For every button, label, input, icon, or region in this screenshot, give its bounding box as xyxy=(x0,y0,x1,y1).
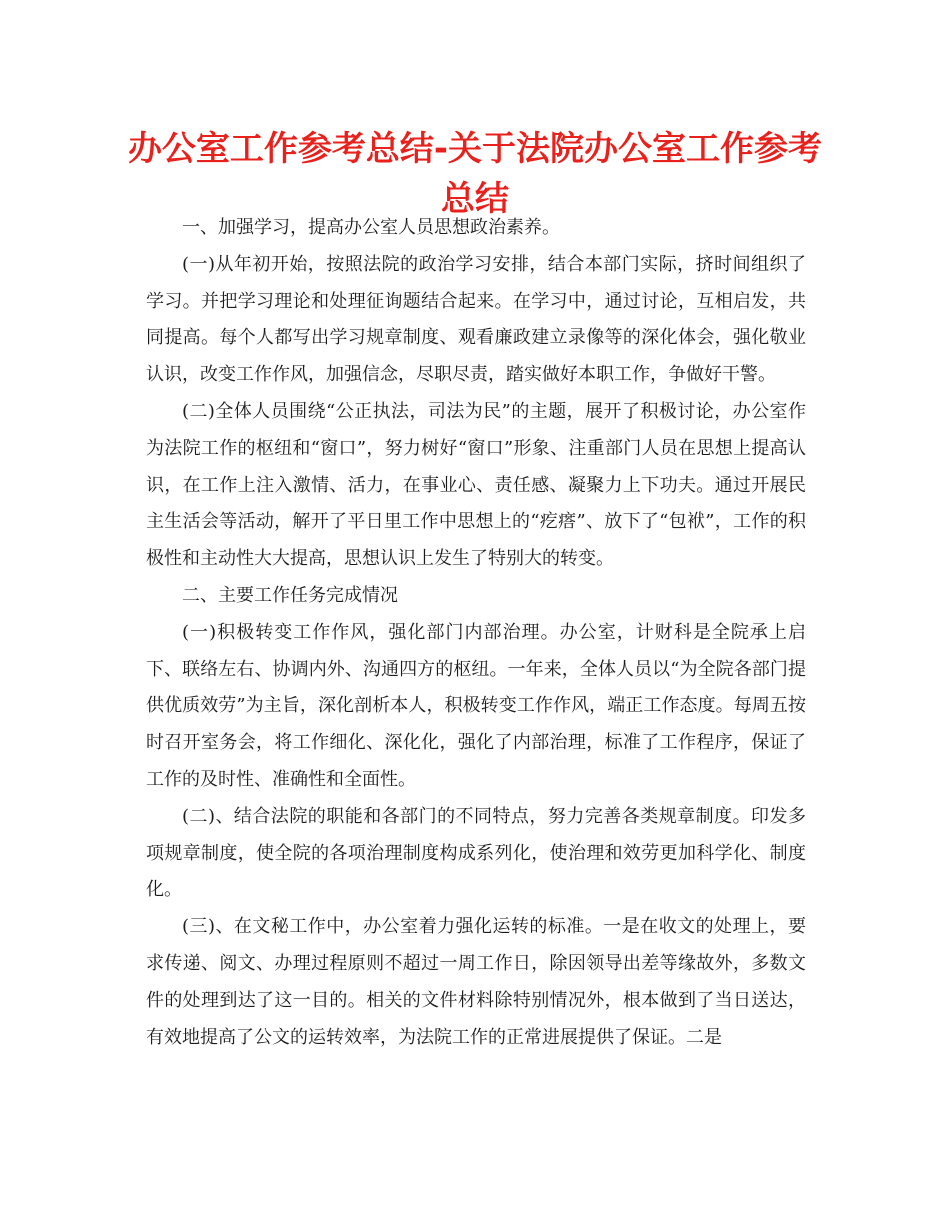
section-heading: 二、主要工作任务完成情况 xyxy=(182,584,398,606)
paragraph: (三)、在文秘工作中，办公室着力强化运转的标准。一是在收文的处理上，要求传递、阅文、办理过程原则不超过一周工作日，除因领导出差等缘故外，多数文件的处理到达了这一目的。相关的文件材料除特别情况外，根本做到了当日送达，有效地提高了公文的运转效率，为法院工作的正常进展提供了保证。二是 xyxy=(146,916,806,1048)
paragraph: (二)全体人员围绕“公正执法，司法为民”的主题，展开了积极讨论，办公室作为法院工作的枢纽和“窗口”，努力树好“窗口”形象、注重部门人员在思想上提高认识，在工作上注入激情、活力，在事业心、责任感、凝聚力上下功夫。通过开展民主生活会等活动，解开了平日里工作中思想上的“疙瘩”、放下了“包袱”，工作的积极性和主动性大大提高，思想认识上发生了特别大的转变。 xyxy=(146,400,806,570)
document-body xyxy=(146,210,806,1056)
paragraph: (二)、结合法院的职能和各部门的不同特点，努力完善各类规章制度。印发多项规章制度，使全院的各项治理制度构成系列化，使治理和效劳更加科学化、制度化。 xyxy=(146,805,806,901)
document-title: 办公室工作参考总结-关于法院办公室工作参考总结 xyxy=(127,129,823,219)
paragraph: (一)积极转变工作作风，强化部门内部治理。办公室，计财科是全院承上启下、联络左右、协调内外、沟通四方的枢纽。一年来，全体人员以“为全院各部门提供优质效劳”为主旨，深化剖析本人，积极转变工作作风，端正工作态度。每周五按时召开室务会，将工作细化、深化化，强化了内部治理，标准了工作程序，保证了工作的及时性、准确性和全面性。 xyxy=(146,621,806,790)
section-heading: 一、加强学习，提高办公室人员思想政治素养。 xyxy=(182,217,560,238)
paragraph: (一)从年初开始，按照法院的政治学习安排，结合本部门实际，挤时间组织了学习。并把学习理论和处理征询题结合起来。在学习中，通过讨论，互相启发，共同提高。每个人都写出学习规章制度、观看廉政建立录像等的深化体会，强化敬业认识，改变工作作风，加强信念，尽职尽责，踏实做好本职工作，争做好干警。 xyxy=(146,253,806,386)
